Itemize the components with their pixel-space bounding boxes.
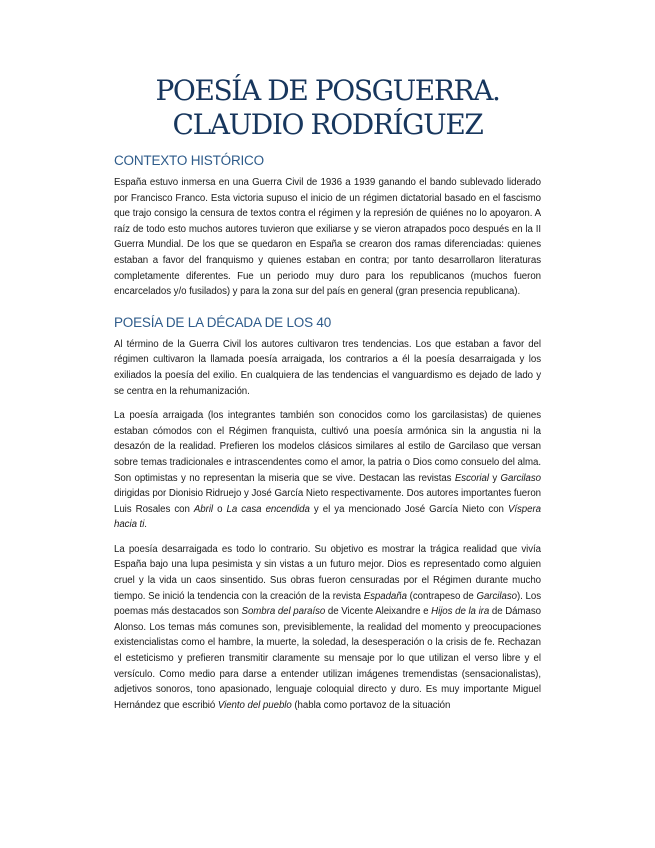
- work-title: La casa encendida: [226, 503, 310, 515]
- paragraph-tendencias: Al término de la Guerra Civil los autores cultivaron tres tendencias. Los que estaban a favor del régimen cultivaron la llamada poesía arraigada, los contrarios a él la poesía desarraigada y los exiliados la poesía del exilio. En cualquiera de las tendencias el vanguardismo es dejado de lado y se centra en la rehumanización.: [114, 338, 541, 397]
- document-title: [114, 74, 541, 142]
- title-line-1: POESÍA DE POSGUERRA.: [155, 74, 500, 107]
- title-line-2: CLAUDIO RODRÍGUEZ: [172, 108, 483, 141]
- paragraph-contexto: España estuvo inmersa en una Guerra Civil de 1936 a 1939 ganando el bando sublevado liderado por Francisco Franco. Esta victoria supuso el inicio de un régimen dictatorial basado en el fascismo que trajo consigo la censura de textos contra el régimen y la represión de quiénes no lo apoyaron. A raíz de todo esto muchos autores tuvieron que exiliarse y se vieron atrapados poco después en la II Guerra Mundial. De los que se quedaron en España se crearon dos ramas diferenciadas: quienes estaban a favor del franquismo y quienes estaban en contra; por tanto desarrollaron literaturas completamente diferentes. Fue un periodo muy duro para los republicanos (muchos fueron encarcelados y/o fusilados) y para la zona sur del país en general (gran presencia republicana).: [114, 177, 541, 298]
- work-title: Escorial: [454, 472, 489, 484]
- work-title: Garcilaso: [476, 590, 517, 602]
- paragraph-poesia-arraigada: La poesía arraigada (los integrantes también son conocidos como los garcilasistas) de quienes estaban cómodos con el Régimen franquista, cultivó una poesía armónica sin la angustia ni la desazón de la realidad. Prefieren los modelos clásicos similares al estilo de Garcilaso que versan sobre temas tradicionales e intrascendentes como el amor, la patria o Dios como consuelo del alma. Son optimistas y no representan la miseria que se vive. Destacan las revistas Escorial y Garcilaso dirigidas por Dionisio Ridruejo y José García Nieto respectivamente. Dos autores importantes fueron Luis Rosales con Abril o La casa encendida y el ya mencionado José García Nieto con Víspera hacia ti.: [114, 410, 541, 531]
- work-title: Sombra del paraíso: [241, 606, 326, 618]
- work-title: Abril: [193, 503, 214, 515]
- section-heading-contexto: CONTEXTO HISTÓRICO: [114, 153, 264, 168]
- work-title: Hijos de la ira: [431, 606, 490, 618]
- paragraph-poesia-desarraigada: La poesía desarraigada es todo lo contrario. Su objetivo es mostrar la trágica realidad que vivía España bajo una lupa pesimista y sin vistas a un futuro mejor. Dios es representado como alguien cruel y la vida un caos sinsentido. Sus obras fueron censuradas por el Régimen durante mucho tiempo. Se inició la tendencia con la creación de la revista Espadaña (contrapeso de Garcilaso). Los poemas más destacados son Sombra del paraíso de Vicente Aleixandre e Hijos de la ira de Dámaso Alonso. Los temas más comunes son, previsiblemente, la realidad del momento y preocupaciones existencialistas como el hambre, la muerte, la soledad, la desesperación o la crisis de fe. Rechazan el esteticismo y prefieren transmitir claramente su mensaje por lo que utilizan el verso libre y el versículo. Como medio para darse a entender utilizan imágenes tremendistas (sensacionalistas), adjetivos sonoros, tono apasionado, lenguaje coloquial directo y duro. Es muy importante Miguel Hernández que escribió Viento del pueblo (habla como portavoz de la situación: [114, 543, 541, 711]
- work-title: Víspera hacia ti: [114, 503, 541, 531]
- section-heading-decada-40: POESÍA DE LA DÉCADA DE LOS 40: [114, 314, 332, 330]
- work-title: Viento del pueblo: [217, 699, 292, 711]
- work-title: Espadaña: [363, 590, 407, 602]
- work-title: Garcilaso: [500, 472, 541, 484]
